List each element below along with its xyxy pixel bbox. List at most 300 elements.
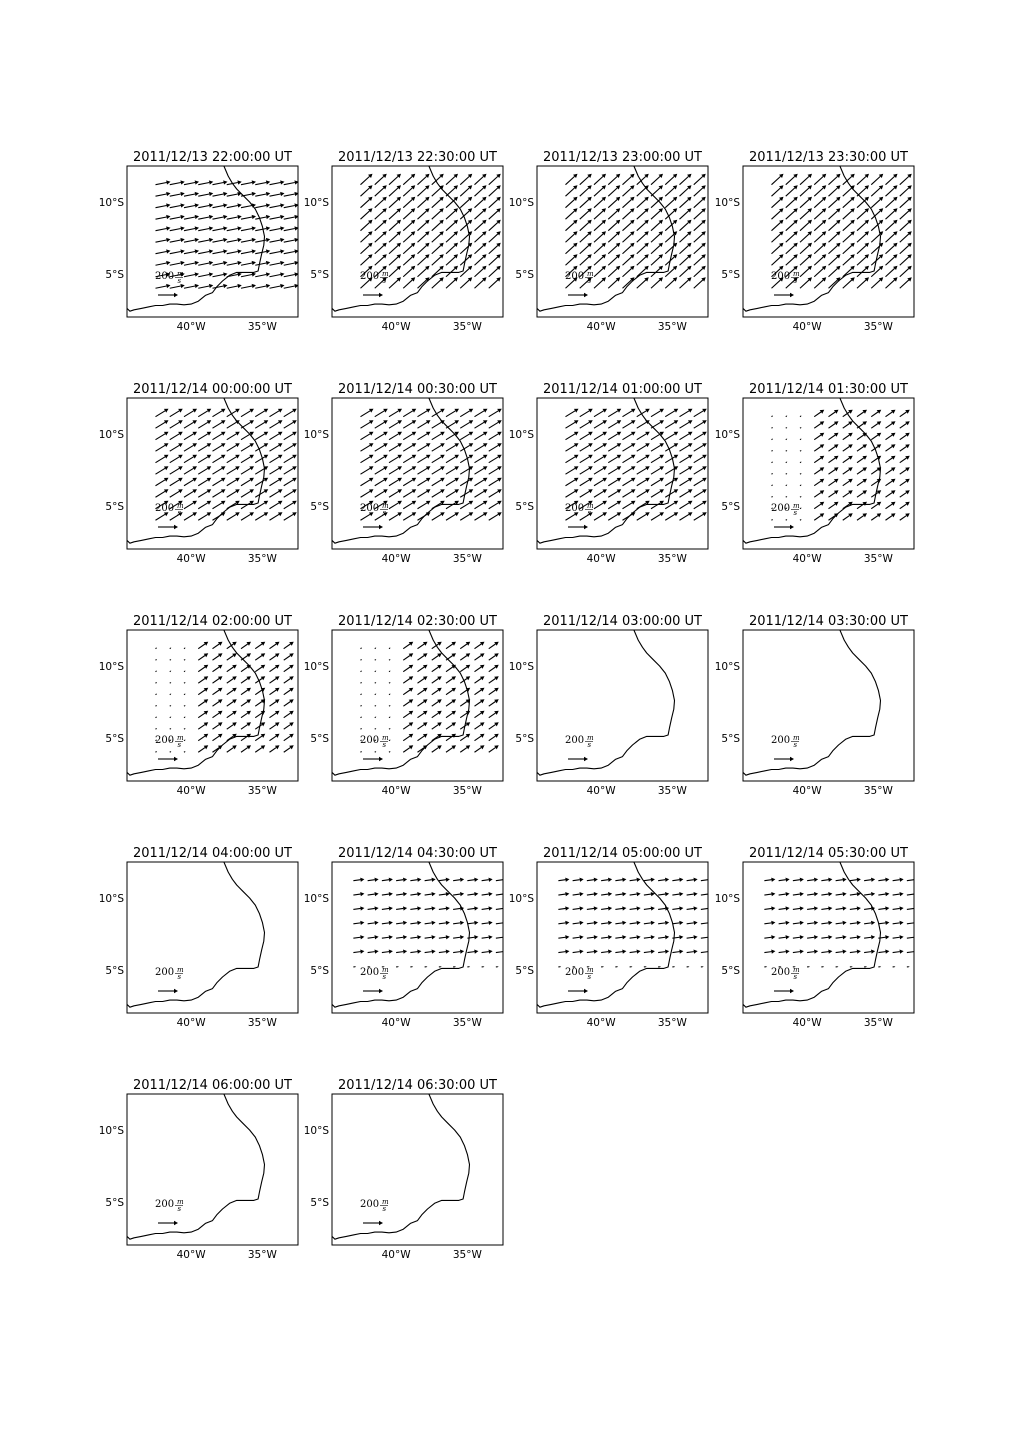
wind-vector <box>227 688 237 695</box>
wind-vector <box>403 688 413 695</box>
wind-vector <box>410 892 421 896</box>
wind-vector <box>284 432 297 440</box>
wind-vector <box>389 501 402 509</box>
wind-vector <box>418 443 431 451</box>
wind-vector <box>694 231 706 242</box>
wind-vector <box>800 519 802 520</box>
map-panel <box>715 150 914 333</box>
wind-vector <box>156 203 171 207</box>
wind-vector <box>772 174 784 185</box>
quiver-key-label: 200 <box>155 967 175 978</box>
wind-vector <box>198 261 213 265</box>
wind-vector <box>403 711 413 718</box>
wind-vector <box>460 185 472 196</box>
wind-vector <box>886 433 896 440</box>
x-tick-label: 35°W <box>247 553 277 565</box>
coastline <box>332 166 470 311</box>
wind-vector <box>198 512 211 520</box>
wind-vector <box>594 243 606 254</box>
wind-vector <box>270 180 285 184</box>
wind-vector <box>475 711 485 718</box>
coastline <box>537 166 675 311</box>
quiver-key <box>565 270 594 297</box>
wind-vector <box>227 203 242 207</box>
wind-vector <box>198 238 213 242</box>
wind-vector <box>389 717 391 718</box>
wind-vector <box>403 197 415 208</box>
wind-vector <box>460 277 472 288</box>
wind-vector <box>270 215 285 219</box>
wind-vector <box>425 966 428 967</box>
y-tick-label: 5°S <box>310 500 329 513</box>
wind-vector <box>184 443 197 451</box>
wind-vector <box>680 277 692 288</box>
wind-vector <box>793 950 804 954</box>
wind-vector <box>255 238 270 242</box>
wind-vector <box>403 174 415 185</box>
wind-vector <box>843 243 855 254</box>
wind-vector <box>241 711 251 718</box>
quiver-key-unit-num: m <box>793 734 800 742</box>
wind-vector <box>843 421 853 428</box>
wind-vector <box>241 478 254 486</box>
quiver-key-unit-num: m <box>382 1198 389 1206</box>
wind-vector <box>623 243 635 254</box>
wind-vector <box>651 254 663 265</box>
wind-vector <box>184 180 199 184</box>
wind-vector <box>213 215 228 219</box>
wind-vector <box>886 254 898 265</box>
wind-vector <box>403 243 415 254</box>
wind-vector <box>807 966 810 967</box>
wind-vector <box>396 950 407 954</box>
wind-vector <box>255 734 265 741</box>
wind-vector <box>184 478 197 486</box>
quiver-key-unit-den: s <box>587 277 592 285</box>
quiver-key <box>771 502 800 529</box>
wind-vector <box>687 966 690 967</box>
wind-vector <box>460 174 472 185</box>
wind-vector <box>665 197 677 208</box>
wind-vector <box>389 220 401 231</box>
wind-vector <box>680 489 693 497</box>
wind-vector <box>255 489 268 497</box>
wind-vector <box>608 266 620 277</box>
wind-vector <box>857 410 867 417</box>
wind-vector <box>432 443 445 451</box>
wind-vector <box>375 728 377 729</box>
wind-vector <box>403 722 413 729</box>
quiver-key-arrow <box>568 757 588 761</box>
y-tick-label: 10°S <box>508 892 534 905</box>
wind-vector <box>651 277 663 288</box>
x-tick-label: 40°W <box>792 321 822 333</box>
wind-vector <box>198 665 208 672</box>
wind-vector <box>871 243 883 254</box>
wind-vector <box>375 682 377 683</box>
wind-vector <box>658 966 661 967</box>
wind-vector <box>184 648 186 649</box>
quiver-key-unit-num: m <box>177 966 184 974</box>
wind-vector <box>772 473 774 474</box>
wind-vector <box>460 642 470 649</box>
wind-vector <box>608 432 621 440</box>
map-panel <box>304 614 503 797</box>
wind-vector <box>241 238 256 242</box>
axes-frame <box>127 398 298 549</box>
wind-vector <box>900 421 910 428</box>
wind-vector <box>893 950 904 954</box>
wind-vector <box>566 432 579 440</box>
wind-vector <box>198 455 211 463</box>
wind-vector <box>432 231 444 242</box>
wind-vector <box>630 935 641 939</box>
wind-vector <box>489 432 502 440</box>
wind-vector <box>227 215 242 219</box>
y-tick-label: 5°S <box>515 268 534 281</box>
wind-vector <box>623 432 636 440</box>
wind-vector <box>900 456 910 463</box>
wind-vector <box>496 906 507 910</box>
wind-vector <box>241 699 251 706</box>
axes-frame <box>743 630 914 781</box>
x-tick-label: 40°W <box>381 785 411 797</box>
wind-vector <box>836 921 847 925</box>
wind-vector <box>886 220 898 231</box>
quiver-key-unit-den: s <box>382 741 387 749</box>
wind-vector <box>651 243 663 254</box>
quiver-key <box>155 502 184 529</box>
wind-vector <box>680 185 692 196</box>
panel-title: 2011/12/14 01:00:00 UT <box>542 382 703 397</box>
wind-vector <box>475 455 488 463</box>
wind-vector <box>396 906 407 910</box>
wind-vector <box>255 501 268 509</box>
wind-vector <box>489 653 499 660</box>
wind-vector <box>446 676 456 683</box>
y-tick-label: 5°S <box>721 268 740 281</box>
coastline <box>332 862 470 1007</box>
wind-vector <box>644 950 655 954</box>
wind-vector <box>644 878 655 882</box>
wind-vector <box>213 676 223 683</box>
wind-vector <box>170 659 172 660</box>
wind-vector <box>623 208 635 219</box>
wind-vector <box>779 950 790 954</box>
quiver-key <box>155 734 184 761</box>
wind-vector <box>432 699 442 706</box>
wind-vector <box>255 432 268 440</box>
wind-vector <box>375 243 387 254</box>
wind-vector <box>403 254 415 265</box>
wind-vector <box>843 220 855 231</box>
wind-vector <box>772 231 784 242</box>
wind-vector <box>857 266 869 277</box>
wind-vector <box>680 231 692 242</box>
wind-vector <box>786 485 788 486</box>
wind-vector <box>439 878 450 882</box>
quiver-key-arrow <box>363 989 383 993</box>
wind-vector <box>475 676 485 683</box>
wind-vector <box>439 966 442 967</box>
wind-vector <box>432 653 442 660</box>
panel-title: 2011/12/13 23:30:00 UT <box>748 150 909 165</box>
wind-vector <box>651 489 664 497</box>
quiver-key-unit-num: m <box>177 734 184 742</box>
wind-vector <box>156 249 171 253</box>
wind-vector <box>630 950 641 954</box>
map-panel <box>304 846 507 1029</box>
quiver-key <box>771 734 800 761</box>
wind-vector <box>878 966 881 967</box>
wind-vector <box>418 466 431 474</box>
quiver-key-label: 200 <box>565 271 585 282</box>
wind-vector <box>786 473 788 474</box>
wind-vector <box>665 277 677 288</box>
wind-vector <box>460 512 473 520</box>
y-tick-label: 5°S <box>515 964 534 977</box>
wind-vector <box>432 642 442 649</box>
wind-vector <box>900 174 912 185</box>
wind-vector <box>156 466 169 474</box>
x-tick-label: 35°W <box>657 785 687 797</box>
wind-vector <box>608 185 620 196</box>
wind-vector <box>587 906 598 910</box>
wind-vector <box>403 676 413 683</box>
wind-vector <box>566 243 578 254</box>
wind-vector <box>580 254 592 265</box>
wind-vector <box>446 420 459 428</box>
wind-vector <box>425 921 436 925</box>
wind-vector <box>644 921 655 925</box>
quiver-key-unit-den: s <box>382 973 387 981</box>
wind-vector <box>886 502 896 509</box>
wind-vector <box>594 231 606 242</box>
wind-vector <box>156 180 171 184</box>
wind-vector <box>375 185 387 196</box>
wind-vector <box>241 249 256 253</box>
map-panel <box>99 1078 298 1261</box>
wind-vector <box>198 734 208 741</box>
axes-frame <box>537 398 708 549</box>
wind-vector <box>615 892 626 896</box>
wind-vector <box>270 420 283 428</box>
wind-vector <box>687 921 698 925</box>
wind-vector <box>623 266 635 277</box>
wind-vector <box>496 878 507 882</box>
quiver-key <box>565 966 594 993</box>
wind-vector <box>475 512 488 520</box>
wind-vector <box>403 699 413 706</box>
wind-vector <box>665 501 678 509</box>
wind-vector <box>361 174 373 185</box>
x-tick-label: 35°W <box>863 785 893 797</box>
wind-vector <box>680 243 692 254</box>
wind-vector <box>389 728 391 729</box>
wind-vector <box>772 416 774 417</box>
wind-vector <box>241 665 251 672</box>
wind-vector <box>368 892 379 896</box>
wind-vector <box>886 208 898 219</box>
wind-vector <box>566 478 579 486</box>
wind-vector <box>482 906 493 910</box>
wind-vector <box>156 478 169 486</box>
y-tick-label: 5°S <box>105 1196 124 1209</box>
wind-vector <box>446 208 458 219</box>
wind-vector <box>829 433 839 440</box>
wind-vector <box>623 220 635 231</box>
wind-vector <box>829 479 839 486</box>
coastline <box>537 630 675 775</box>
wind-vector <box>418 266 430 277</box>
wind-vector <box>389 682 391 683</box>
wind-vector <box>460 688 470 695</box>
wind-vector <box>198 249 213 253</box>
wind-vector <box>566 420 579 428</box>
y-tick-label: 10°S <box>508 428 534 441</box>
wind-vector <box>665 432 678 440</box>
wind-vector <box>814 277 826 288</box>
quiver-key-unit-den: s <box>177 1205 182 1213</box>
wind-vector <box>680 512 693 520</box>
wind-vector <box>829 208 841 219</box>
wind-vector <box>489 478 502 486</box>
wind-vector <box>460 409 473 417</box>
y-tick-label: 5°S <box>310 732 329 745</box>
wind-vector <box>170 420 183 428</box>
wind-vector <box>608 220 620 231</box>
wind-vector <box>864 878 875 882</box>
wind-vector <box>814 197 826 208</box>
wind-vector <box>871 277 883 288</box>
wind-vector <box>580 489 593 497</box>
wind-vector <box>786 450 788 451</box>
wind-vector <box>475 688 485 695</box>
wind-vector <box>558 878 569 882</box>
wind-vector <box>284 272 299 276</box>
wind-vector <box>353 878 364 882</box>
wind-vector <box>446 254 458 265</box>
wind-vector <box>857 231 869 242</box>
quiver-key-arrow <box>158 293 178 297</box>
wind-vector <box>375 443 388 451</box>
wind-vector <box>687 906 698 910</box>
wind-vector <box>475 466 488 474</box>
wind-vector <box>786 185 798 196</box>
wind-vector <box>198 489 211 497</box>
wind-vector <box>594 466 607 474</box>
wind-vector <box>701 906 712 910</box>
wind-vector <box>375 478 388 486</box>
wind-vector <box>489 243 501 254</box>
wind-vector <box>460 420 473 428</box>
wind-vector <box>361 455 374 463</box>
wind-vector <box>439 892 450 896</box>
wind-vector <box>829 444 839 451</box>
wind-vector <box>814 479 824 486</box>
wind-vector <box>284 466 297 474</box>
wind-vector <box>623 455 636 463</box>
wind-vector <box>432 466 445 474</box>
wind-vector <box>227 665 237 672</box>
wind-vector <box>403 409 416 417</box>
wind-vector <box>800 220 812 231</box>
wind-vector <box>375 694 377 695</box>
wind-vector <box>213 409 226 417</box>
wind-vector <box>475 197 487 208</box>
axes-frame <box>332 630 503 781</box>
wind-vector <box>227 699 237 706</box>
wind-vector <box>594 420 607 428</box>
wind-vector <box>396 921 407 925</box>
wind-vector <box>284 443 297 451</box>
wind-vector <box>900 197 912 208</box>
wind-vector <box>227 261 242 265</box>
quiver-key-arrow <box>363 1221 383 1225</box>
wind-vector <box>482 878 493 882</box>
quiver-key-unit-num: m <box>177 502 184 510</box>
wind-vector <box>829 513 839 520</box>
wind-vector <box>843 254 855 265</box>
wind-vector <box>900 231 912 242</box>
wind-vector <box>270 203 285 207</box>
wind-vector <box>446 231 458 242</box>
panel-title: 2011/12/14 02:00:00 UT <box>132 614 293 629</box>
wind-vector <box>184 238 199 242</box>
wind-vector <box>489 688 499 695</box>
wind-vector <box>255 711 265 718</box>
wind-vector <box>361 717 363 718</box>
wind-vector <box>800 508 802 509</box>
wind-vector <box>651 478 664 486</box>
wind-vector <box>213 272 228 276</box>
wind-vector <box>270 642 280 649</box>
wind-vector <box>446 185 458 196</box>
wind-vector <box>410 935 421 939</box>
wind-vector <box>446 722 456 729</box>
wind-vector <box>403 220 415 231</box>
wind-vector <box>375 208 387 219</box>
wind-vector <box>601 906 612 910</box>
wind-vector <box>418 734 428 741</box>
wind-vector <box>608 208 620 219</box>
wind-vector <box>623 512 636 520</box>
wind-vector <box>496 935 507 939</box>
wind-vector <box>284 688 294 695</box>
wind-vector <box>361 220 373 231</box>
quiver-key-unit-den: s <box>382 1205 387 1213</box>
axes-frame <box>127 1094 298 1245</box>
wind-vector <box>432 208 444 219</box>
wind-vector <box>361 443 374 451</box>
wind-vector <box>580 478 593 486</box>
wind-vector <box>213 226 228 230</box>
wind-vector <box>410 921 421 925</box>
quiver-key-arrow <box>774 757 794 761</box>
wind-vector <box>475 254 487 265</box>
wind-vector <box>184 740 186 741</box>
wind-vector <box>375 671 377 672</box>
wind-vector <box>764 966 767 967</box>
wind-vector <box>900 220 912 231</box>
wind-vector <box>156 420 169 428</box>
wind-vector <box>814 467 824 474</box>
wind-vector <box>213 478 226 486</box>
quiver-key-label: 200 <box>360 735 380 746</box>
wind-vector <box>580 243 592 254</box>
wind-vector <box>170 455 183 463</box>
quiver-key-unit-num: m <box>587 966 594 974</box>
